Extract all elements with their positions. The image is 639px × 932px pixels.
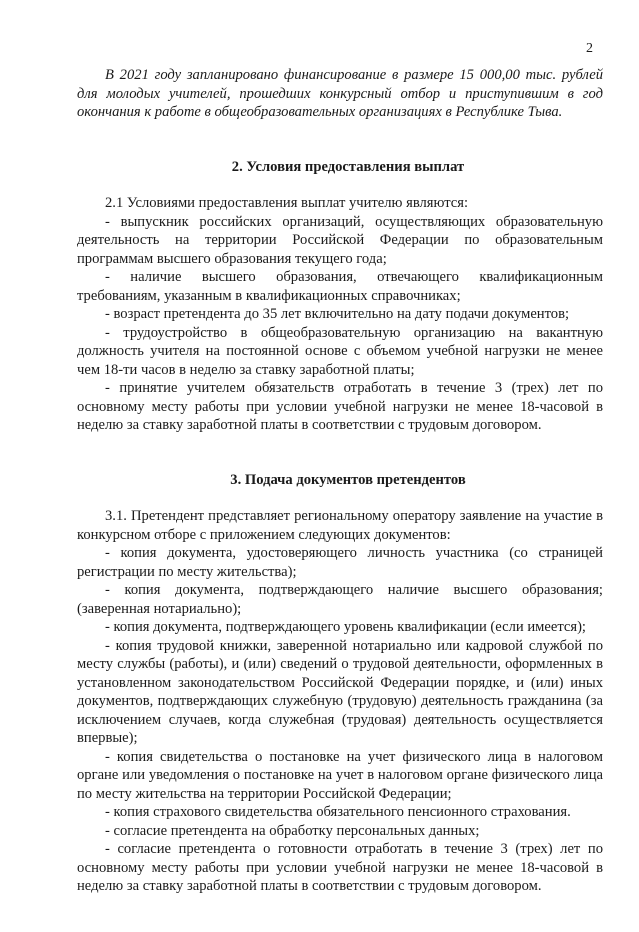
section-2-heading: 2. Условия предоставления выплат [231, 158, 465, 175]
list-item: - принятие учителем обязательств отработать в течение 3 (трех) лет по основному месту работы при условии учебной нагрузки не менее 18-часовой в неделю за ставку заработной платы в соответствии с трудовым договором. [77, 380, 603, 433]
intro-paragraph: В 2021 году запланировано финансирование в размере 15 000,00 тыс. рублей для молодых учителей, прошедших конкурсный отбор и приступившим в год окончания к работе в общеобразовательных организациях в Республике Тыва. [77, 67, 603, 120]
list-item: - копия страхового свидетельства обязательного пенсионного страхования. [105, 804, 571, 820]
document-body [77, 66, 603, 932]
section-3-lead: 3.1. Претендент представляет региональному оператору заявление на участие в конкурсном отборе с приложением следующих документов: [77, 508, 603, 543]
section-3-list [77, 507, 603, 896]
list-item: - наличие высшего образования, отвечающего квалификационным требованиям, указанным в квалификационных справочниках; [77, 269, 603, 304]
list-item: - возраст претендента до 35 лет включительно на дату подачи документов; [105, 306, 570, 322]
section-2-lead: 2.1 Условиями предоставления выплат учителю являются: [105, 195, 469, 211]
list-item: - трудоустройство в общеобразовательную организацию на вакантную должность учителя на постоянной основе с объемом учебной нагрузки не менее чем 18-ти часов в неделю за ставку заработной платы; [77, 324, 603, 378]
list-item: - копия документа, подтверждающего наличие высшего образования; (заверенная нотариально); [77, 582, 603, 617]
section-3 [77, 471, 603, 896]
list-item: - согласие претендента о готовности отработать в течение 3 (трех) лет по основному месту работы при условии учебной нагрузки не менее 18-часовой в неделю за ставку заработной платы в соответствии с трудовым договором. [77, 841, 603, 894]
section-2-list [77, 194, 603, 435]
section-2 [77, 158, 603, 435]
list-item: - копия свидетельства о постановке на учет физического лица в налоговом органе или уведомления о постановке на учет в налоговом органе физического лица по месту жительства на территории Российской Федерации; [77, 748, 603, 802]
list-item: - выпускник российских организаций, осуществляющих образовательную деятельность на территории Российской Федерации по образовательным программам высшего образования текущего года; [77, 213, 603, 267]
page-number: 2 [586, 41, 593, 56]
list-item: - копия трудовой книжки, заверенной нотариально или кадровой службой по месту службы (работы), и (или) сведений о трудовой деятельности, оформленных в установленном законодательством Российской Федерации порядке, и (или) иных документов, подтверждающих служебную (трудовую) деятельность гражданина (за исключением случаев, когда служебная (трудовая) деятельность осуществляется впервые); [77, 637, 603, 746]
list-item: - копия документа, подтверждающего уровень квалификации (если имеется); [105, 619, 586, 635]
list-item: - копия документа, удостоверяющего личность участника (со страницей регистрации по месту жительства); [77, 545, 603, 580]
section-3-heading: 3. Подача документов претендентов [230, 471, 466, 488]
list-item: - согласие претендента на обработку персональных данных; [105, 822, 480, 839]
